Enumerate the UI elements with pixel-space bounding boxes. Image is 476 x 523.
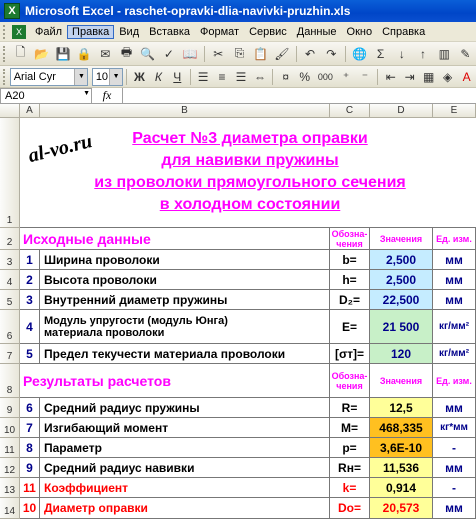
- row-header[interactable]: 9: [0, 398, 20, 418]
- sort-descending-icon[interactable]: ↑: [420, 46, 427, 61]
- col-header-value: Значения: [370, 364, 433, 398]
- parameter-name: Диаметр оправки: [40, 498, 330, 519]
- standard-toolbar: [0, 42, 476, 66]
- parameter-name: [40, 310, 330, 344]
- percent-button[interactable]: %: [299, 69, 311, 84]
- parameter-symbol: M=: [330, 418, 370, 438]
- column-header-d[interactable]: D: [370, 104, 433, 118]
- parameter-value[interactable]: 22,500: [370, 290, 433, 310]
- col-header-symbol: Обозна-чения: [330, 364, 370, 398]
- borders-icon[interactable]: ▦: [422, 69, 435, 84]
- row-header[interactable]: 13: [0, 478, 20, 498]
- sheet-title-line: Расчет №3 диаметра оправки: [132, 130, 368, 147]
- menu-file[interactable]: Файл: [35, 25, 63, 38]
- hyperlink-icon[interactable]: 🌐: [351, 46, 367, 61]
- name-box-value: A20: [5, 89, 25, 102]
- row-number: 3: [20, 290, 40, 310]
- menu-format[interactable]: Формат: [200, 25, 240, 38]
- site-logo: al-vo.ru: [26, 130, 95, 168]
- parameter-name-line: материала проволоки: [44, 326, 165, 339]
- name-box[interactable]: [0, 88, 92, 104]
- parameter-value[interactable]: 12,5: [370, 398, 433, 418]
- row-number: 1: [20, 250, 40, 270]
- copy-icon[interactable]: ⎘: [234, 46, 245, 60]
- parameter-symbol: [σт]=: [330, 344, 370, 364]
- formula-input[interactable]: [122, 88, 476, 104]
- parameter-name: Средний радиус навивки: [40, 458, 330, 478]
- row-number: 5: [20, 344, 40, 364]
- row-number: 6: [20, 398, 40, 418]
- email-icon[interactable]: ✉: [100, 46, 111, 61]
- fill-color-icon[interactable]: ◈: [443, 69, 453, 84]
- menu-window[interactable]: Окно: [346, 25, 373, 38]
- parameter-value[interactable]: 21 500: [370, 310, 433, 344]
- parameter-symbol: D₂=: [330, 290, 370, 310]
- col-header-unit: Ед. изм.: [433, 228, 476, 250]
- row-header[interactable]: 14: [0, 498, 20, 519]
- parameter-unit: мм: [433, 498, 476, 519]
- parameter-symbol: E=: [330, 310, 370, 344]
- menu-bar: [0, 22, 476, 42]
- print-preview-icon[interactable]: 🔍: [140, 46, 156, 61]
- decrease-decimal-icon[interactable]: ⁻: [361, 69, 369, 84]
- column-header-b[interactable]: B: [40, 104, 330, 118]
- undo-icon[interactable]: ↶: [305, 46, 316, 61]
- print-icon[interactable]: 🖶: [120, 45, 133, 59]
- font-color-icon[interactable]: A: [462, 69, 471, 84]
- parameter-unit: мм: [433, 290, 476, 310]
- bold-button[interactable]: Ж: [133, 69, 145, 84]
- row-header[interactable]: 2: [0, 228, 20, 250]
- format-painter-icon[interactable]: 🖌: [274, 46, 290, 61]
- parameter-value[interactable]: 3,6E-10: [370, 438, 433, 458]
- row-header[interactable]: 3: [0, 250, 20, 270]
- menu-tools[interactable]: Сервис: [249, 25, 287, 38]
- font-size-select[interactable]: [92, 68, 123, 86]
- row-number: 2: [20, 270, 40, 290]
- chevron-down-icon[interactable]: ▼: [109, 69, 122, 85]
- parameter-symbol: Rн=: [330, 458, 370, 478]
- parameter-name: Предел текучести материала проволоки: [40, 344, 330, 364]
- fx-icon[interactable]: fx: [102, 88, 112, 102]
- menubar-grip[interactable]: [3, 25, 9, 39]
- row-header[interactable]: 4: [0, 270, 20, 290]
- row-number: 10: [20, 498, 40, 519]
- parameter-value[interactable]: 0,914: [370, 478, 433, 498]
- parameter-symbol: p=: [330, 438, 370, 458]
- italic-button[interactable]: К: [154, 69, 162, 84]
- parameter-value[interactable]: 20,573: [370, 498, 433, 519]
- parameter-name: Изгибающий момент: [40, 418, 330, 438]
- parameter-value[interactable]: 468,335: [370, 418, 433, 438]
- toolbar-separator: [126, 69, 127, 85]
- parameter-value[interactable]: 120: [370, 344, 433, 364]
- paste-icon[interactable]: 📋: [253, 46, 269, 61]
- thousands-button[interactable]: 000: [317, 71, 333, 82]
- parameter-value[interactable]: 2,500: [370, 250, 433, 270]
- parameter-symbol: k=: [330, 478, 370, 498]
- toolbar-separator: [272, 69, 273, 85]
- parameter-name: Высота проволоки: [40, 270, 330, 290]
- toolbar-separator: [190, 69, 191, 85]
- parameter-unit: мм: [433, 458, 476, 478]
- col-header-symbol: Обозна-чения: [330, 228, 370, 250]
- sort-ascending-icon[interactable]: ↓: [398, 46, 405, 61]
- row-header[interactable]: 1: [0, 118, 20, 228]
- sheet-title-line: в холодном состоянии: [159, 196, 341, 213]
- excel-app-icon[interactable]: X: [4, 3, 20, 19]
- menu-data[interactable]: Данные: [296, 25, 337, 38]
- parameter-unit: кг/мм²: [433, 344, 476, 364]
- formula-bar: [0, 88, 476, 104]
- toolbar-grip[interactable]: [3, 46, 7, 62]
- toolbar-grip[interactable]: [3, 69, 7, 85]
- parameter-unit: -: [433, 438, 476, 458]
- underline-button[interactable]: Ч: [173, 69, 182, 84]
- redo-icon[interactable]: ↷: [326, 46, 337, 61]
- row-number: 8: [20, 438, 40, 458]
- cut-icon[interactable]: ✂: [213, 46, 224, 61]
- increase-decimal-icon[interactable]: ⁺: [342, 69, 350, 84]
- col-header-unit: Ед. изм.: [433, 364, 476, 398]
- align-center-icon[interactable]: ≡: [218, 69, 226, 84]
- row-number: 11: [20, 478, 40, 498]
- new-icon[interactable]: 🗋: [15, 45, 26, 59]
- font-name-value: Arial Cyr: [13, 70, 56, 83]
- parameter-name: Средний радиус пружины: [40, 398, 330, 418]
- menu-view[interactable]: Вид: [119, 25, 140, 38]
- inputs-header: Исходные данные: [20, 228, 330, 250]
- spelling-icon[interactable]: ✓: [163, 46, 174, 61]
- parameter-symbol: h=: [330, 270, 370, 290]
- window-titlebar: [0, 0, 476, 22]
- menu-insert[interactable]: Вставка: [149, 25, 191, 38]
- research-icon[interactable]: 📖: [182, 46, 198, 61]
- open-icon[interactable]: 📂: [34, 46, 50, 61]
- row-header[interactable]: 5: [0, 290, 20, 310]
- column-header-e[interactable]: E: [433, 104, 476, 118]
- permission-icon[interactable]: 🔒: [76, 46, 92, 61]
- row-header[interactable]: 6: [0, 310, 20, 344]
- decrease-indent-icon[interactable]: ⇤: [385, 69, 396, 84]
- toolbar-separator: [204, 46, 205, 62]
- parameter-unit: мм: [433, 270, 476, 290]
- parameter-symbol: Dо=: [330, 498, 370, 519]
- select-all-corner[interactable]: [0, 104, 20, 118]
- col-header-value: Значения: [370, 228, 433, 250]
- row-header[interactable]: 10: [0, 418, 20, 438]
- parameter-symbol: b=: [330, 250, 370, 270]
- column-header-c[interactable]: C: [330, 104, 370, 118]
- window-title: Microsoft Excel - raschet-opravki-dlia-navivki-pruzhin.xls: [25, 4, 351, 18]
- parameter-name: Внутренний диаметр пружины: [40, 290, 330, 310]
- toolbar-separator: [377, 69, 378, 85]
- row-header[interactable]: 8: [0, 364, 20, 398]
- chart-wizard-icon[interactable]: ▥: [438, 46, 450, 61]
- row-header[interactable]: 11: [0, 438, 20, 458]
- parameter-symbol: R=: [330, 398, 370, 418]
- row-number: 9: [20, 458, 40, 478]
- sheet-title: [94, 124, 406, 220]
- drawing-icon[interactable]: ✎: [460, 46, 471, 61]
- column-header-a[interactable]: A: [20, 104, 40, 118]
- parameter-unit: кг/мм²: [433, 310, 476, 344]
- parameter-unit: -: [433, 478, 476, 498]
- row-header[interactable]: 7: [0, 344, 20, 364]
- parameter-unit: мм: [433, 250, 476, 270]
- parameter-value[interactable]: 11,536: [370, 458, 433, 478]
- workbook-icon[interactable]: X: [12, 25, 26, 39]
- chevron-down-icon[interactable]: ▼: [83, 89, 90, 97]
- row-header[interactable]: 12: [0, 458, 20, 478]
- currency-icon[interactable]: ¤: [282, 69, 290, 84]
- parameter-value[interactable]: 2,500: [370, 270, 433, 290]
- row-number: 7: [20, 418, 40, 438]
- font-size-value: 10: [95, 70, 109, 83]
- chevron-down-icon[interactable]: ▼: [74, 69, 87, 85]
- align-right-icon[interactable]: ☰: [235, 69, 247, 84]
- menu-help[interactable]: Справка: [382, 25, 426, 38]
- menu-edit[interactable]: Правка: [67, 25, 114, 39]
- toolbar-separator: [296, 46, 297, 62]
- formatting-toolbar: [0, 66, 476, 88]
- results-header: Результаты расчетов: [20, 364, 330, 398]
- autosum-icon[interactable]: Σ: [376, 46, 385, 61]
- increase-indent-icon[interactable]: ⇥: [404, 69, 415, 84]
- parameter-unit: кг*мм: [433, 418, 476, 438]
- parameter-name: Ширина проволоки: [40, 250, 330, 270]
- parameter-name: Параметр: [40, 438, 330, 458]
- sheet-title-line: для навивки пружины: [161, 152, 339, 169]
- merge-center-icon[interactable]: ⇔: [253, 69, 266, 84]
- save-icon[interactable]: 💾: [55, 46, 71, 61]
- sheet-title-line: из проволоки прямоугольного сечения: [94, 174, 406, 191]
- row-number: 4: [20, 310, 40, 344]
- parameter-name: Коэффициент: [40, 478, 330, 498]
- parameter-unit: мм: [433, 398, 476, 418]
- align-left-icon[interactable]: ☰: [197, 69, 209, 84]
- toolbar-separator: [345, 46, 346, 62]
- parameter-name-line: Модуль упругости (модуль Юнга): [44, 314, 228, 327]
- font-name-select[interactable]: [10, 68, 89, 86]
